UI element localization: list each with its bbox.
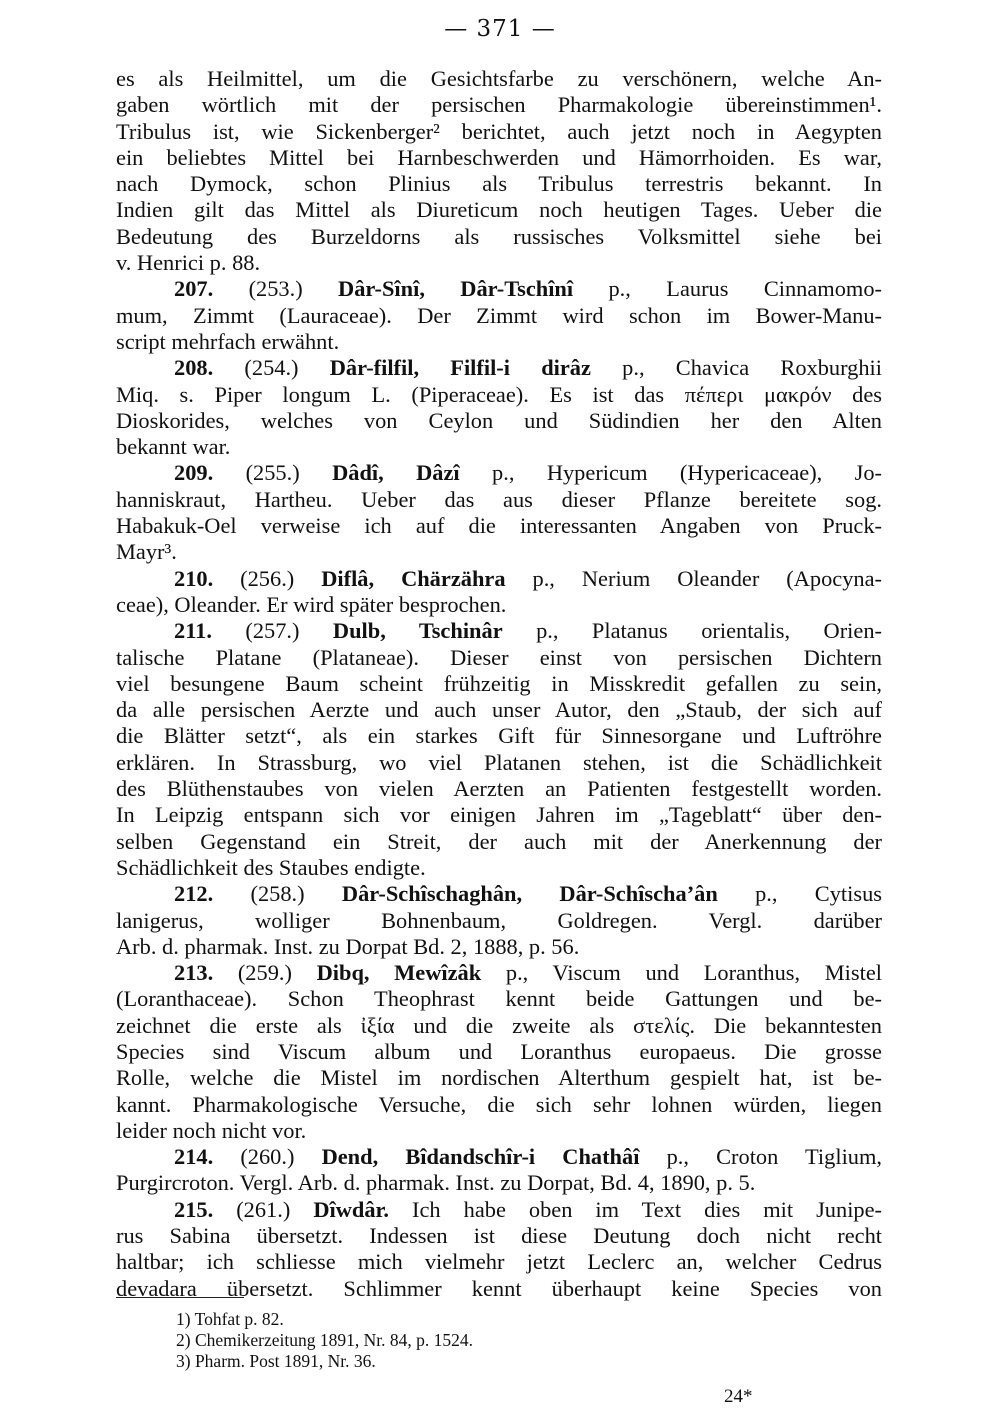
text-line: bekannt war. [116, 434, 231, 460]
entry-ref: (260.) [213, 1144, 322, 1170]
text-line: viel besungene Baum scheint frühzeitig in Misskredit gefallen zu sein, [116, 670, 882, 696]
text-line: des Blüthenstaubes von vielen Aerzten an Patienten festgestellt worden. [116, 776, 882, 802]
text-line: zeichnet die erste als ἰξία und die zweite als στελίς. Die bekanntesten [116, 1012, 882, 1038]
text-line: Tribulus ist, wie Sickenberger² berichtet, auch jetzt noch in Aegypten [116, 118, 882, 144]
body-text [116, 66, 882, 1302]
text-line: nach Dymock, schon Plinius als Tribulus terrestris bekannt. In [116, 171, 882, 197]
text-line: gaben wörtlich mit der persischen Pharmakologie übereinstimmen¹. [116, 92, 882, 118]
entry-description: p., Laurus Cinnamomo- [573, 276, 882, 302]
text-line: Dioskorides, welches von Ceylon und Südindien her den Alten [116, 407, 882, 433]
signature-mark: 24* [724, 1386, 753, 1407]
text-line: haltbar; ich schliesse mich vielmehr jetzt Leclerc an, welcher Cedrus [116, 1249, 882, 1275]
footnote-1: 1) Tohfat p. 82. [176, 1309, 284, 1329]
text-line: hanniskraut, Hartheu. Ueber das aus dieser Pflanze bereitete sog. [116, 486, 882, 512]
text-line: devadara übersetzt. Schlimmer kennt überhaupt keine Species von [116, 1275, 882, 1301]
text-line: leider noch nicht vor. [116, 1117, 307, 1143]
text-line: kannt. Pharmakologische Versuche, die sich sehr lohnen würden, liegen [116, 1091, 882, 1117]
entry-ref: (253.) [213, 276, 339, 302]
text-line: Purgircroton. Vergl. Arb. d. pharmak. Inst. zu Dorpat, Bd. 4, 1890, p. 5. [116, 1170, 756, 1196]
text-line: Rolle, welche die Mistel im nordischen Alterthum gespielt hat, ist be- [116, 1065, 882, 1091]
text-line: es als Heilmittel, um die Gesichtsfarbe zu verschönern, welche An- [116, 66, 882, 91]
entry-heading-line [116, 960, 882, 986]
text-line: rus Sabina übersetzt. Indessen ist diese Deutung doch nicht recht [116, 1223, 882, 1249]
text-line: da alle persischen Aerzte und auch unser Autor, den „Staub, der sich auf [116, 697, 882, 723]
text-line: Arb. d. pharmak. Inst. zu Dorpat Bd. 2, 1888, p. 56. [116, 933, 580, 959]
text-line: Schädlichkeit des Staubes endigte. [116, 854, 426, 880]
entry-description: Ich habe oben im Text dies mit Junipe- [389, 1196, 883, 1222]
text-line: talische Platane (Platanеae). Dieser einst von persischen Dichtern [116, 644, 882, 670]
entry-ref: (261.) [213, 1196, 314, 1222]
entry-term: Dend, Bîdandschîr-i Chathâî [321, 1144, 640, 1170]
entry-description: p., Viscum und Loranthus, Mistel [481, 960, 882, 986]
text-line: ceae), Oleander. Er wird später besprochen. [116, 591, 507, 617]
text-line: Bedeutung des Burzeldorns als russisches Volksmittel siehe bei [116, 223, 882, 249]
entry-heading-line [116, 276, 882, 302]
entry-term: Dulb, Tschinâr [332, 618, 503, 644]
entry-description: p., Croton Tiglium, [639, 1144, 882, 1170]
text-line: die Blätter setzt“, als ein starkes Gift für Sinnesorgane und Luftröhre [116, 723, 882, 749]
entry-ref: (258.) [213, 881, 342, 907]
entry-number: 207. [174, 276, 214, 302]
entry-heading-line [116, 460, 882, 486]
text-line: mum, Zimmt (Lauraceae). Der Zimmt wird schon im Bower-Manu- [116, 302, 882, 328]
entry-description: p., Nerium Oleander (Apocyna- [505, 565, 882, 591]
entry-heading-line [116, 881, 882, 907]
text-line: (Loranthaceae). Schon Theophrast kennt beide Gattungen und be- [116, 986, 882, 1012]
text-line: lanigerus, wolliger Bohnenbaum, Goldregen. Vergl. darüber [116, 907, 882, 933]
text-line: Indien gilt das Mittel als Diureticum noch heutigen Tages. Ueber die [116, 197, 882, 223]
entry-term: Dâdî, Dâzî [332, 460, 460, 486]
page-number: — 371 — [444, 16, 556, 42]
entry-description: p., Platanus orientalis, Orien- [502, 618, 882, 644]
entry-term: Dâr-Sînî, Dâr-Tschînî [338, 276, 574, 302]
text-line: Habakuk-Oel verweise ich auf die interessanten Angaben von Pruck- [116, 513, 882, 539]
entry-term: Diflâ, Chärzährа [321, 565, 506, 591]
entry-ref: (259.) [213, 960, 317, 986]
entry-term: Dibq, Mewîzâk [316, 960, 482, 986]
text-line: erklären. In Strassburg, wo viel Platanen stehen, ist die Schädlichkeit [116, 749, 882, 775]
entry-term: Dâr-filfil, Filfil-i dirâz [329, 355, 591, 381]
entry-ref: (255.) [213, 460, 333, 486]
entry-term: Dâr-Schîschaghân, Dâr-Schîscha’ân [341, 881, 718, 907]
footnotes [176, 1309, 776, 1372]
entry-term: Dîwdâr. [313, 1196, 390, 1222]
entry-number: 210. [174, 565, 214, 591]
text-line: Species sind Viscum album und Loranthus europaeus. Die grosse [116, 1038, 882, 1064]
entry-number: 209. [174, 460, 214, 486]
entry-number: 208. [174, 355, 214, 381]
text-line: ein beliebtes Mittel bei Harnbeschwerden und Hämorrhoiden. Es war, [116, 144, 882, 170]
entry-number: 214. [174, 1144, 214, 1170]
text-line: Miq. s. Piper longum L. (Piperaceae). Es ist das πέπερι μακρόν des [116, 381, 882, 407]
entry-ref: (256.) [213, 565, 322, 591]
entry-description: p., Cytisus [717, 881, 882, 907]
text-line: In Leipzig entspann sich vor einigen Jahren im „Tageblatt“ über den- [116, 802, 882, 828]
footnote-2: 2) Chemikerzeitung 1891, Nr. 84, p. 1524. [176, 1330, 473, 1350]
entry-number: 215. [174, 1196, 214, 1222]
footnote-divider [116, 1297, 244, 1298]
text-line: v. Henrici p. 88. [116, 250, 261, 276]
entry-heading-line [116, 1144, 882, 1170]
entry-heading-line [116, 618, 882, 644]
footnote-3: 3) Pharm. Post 1891, Nr. 36. [176, 1351, 376, 1371]
entry-description: p., Hypericum (Hypericaceae), Jo- [459, 460, 883, 486]
entry-number: 213. [174, 960, 214, 986]
entry-number: 211. [174, 618, 212, 644]
text-line: Mayr³. [116, 539, 177, 565]
entry-heading-line [116, 566, 882, 592]
entry-description: p., Chavica Roxburghii [590, 355, 882, 381]
entry-number: 212. [174, 881, 214, 907]
text-line: script mehrfach erwähnt. [116, 328, 340, 354]
entry-heading-line [116, 355, 882, 381]
entry-ref: (254.) [213, 355, 330, 381]
text-line: selben Gegenstand ein Streit, der auch mit der Anerkennung der [116, 828, 882, 854]
entry-heading-line [116, 1197, 882, 1223]
entry-ref: (257.) [211, 618, 333, 644]
